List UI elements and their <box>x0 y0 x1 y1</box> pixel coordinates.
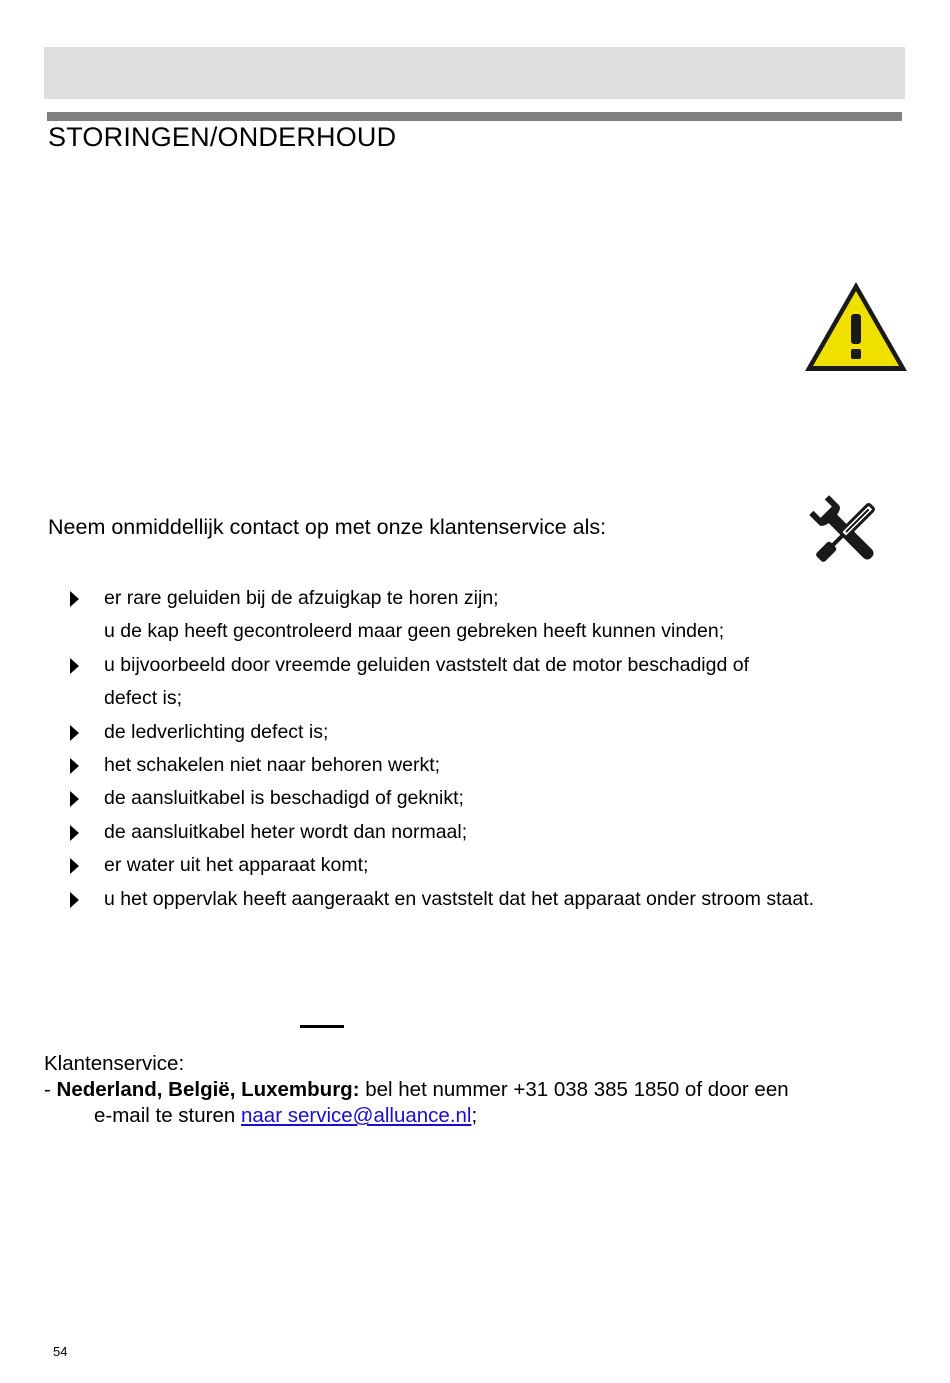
list-item-text <box>0 582 950 615</box>
wrench-screwdriver-icon <box>804 490 888 574</box>
triangle-right-bullet-icon <box>70 791 79 807</box>
triangle-right-bullet-icon <box>70 658 79 674</box>
section-title: STORINGEN/ONDERHOUD <box>48 122 397 152</box>
list-item <box>0 615 950 648</box>
list-item-line: er water uit het apparaat komt; <box>104 854 369 877</box>
service-contact-line <box>44 1078 789 1102</box>
list-item-text <box>0 849 950 882</box>
list-item-line: de ledverlichting defect is; <box>104 720 329 743</box>
list-item-line: u de kap heeft gecontroleerd maar geen gebreken heeft kunnen vinden; <box>104 620 725 643</box>
list-item-line: het schakelen niet naar behoren werkt; <box>104 754 441 777</box>
list-item-text <box>0 782 950 815</box>
triangle-right-bullet-icon <box>70 725 79 741</box>
email-suffix: ; <box>471 1104 478 1127</box>
list-dash: - <box>44 1078 57 1101</box>
triangle-right-bullet-icon <box>70 758 79 774</box>
list-item-line: u het oppervlak heeft aangeraakt en vaststelt dat het apparaat onder stroom staat. <box>104 887 815 910</box>
condition-list <box>0 582 950 916</box>
page-number: 54 <box>53 1344 68 1359</box>
header-rule <box>47 112 902 121</box>
triangle-right-bullet-icon <box>70 591 79 607</box>
list-item-line: de aansluitkabel is beschadigd of geknikt; <box>104 787 464 810</box>
contact-intro: Neem onmiddellijk contact op met onze klantenservice als: <box>48 515 607 539</box>
service-phone: bel het nummer +31 038 385 1850 of door een <box>359 1078 789 1101</box>
list-item <box>0 883 950 916</box>
list-item-line: de aansluitkabel heter wordt dan normaal; <box>104 820 468 843</box>
triangle-right-bullet-icon <box>70 892 79 908</box>
list-item <box>0 782 950 815</box>
warning-triangle-icon <box>803 279 909 374</box>
service-email-line <box>94 1104 477 1128</box>
list-item-line: defect is; <box>104 687 183 710</box>
list-item <box>0 849 950 882</box>
list-item-text <box>0 716 950 749</box>
list-item <box>0 749 950 782</box>
email-link[interactable]: naar service@alluance.nl <box>240 1104 472 1127</box>
triangle-right-bullet-icon <box>70 825 79 841</box>
list-item-line: er rare geluiden bij de afzuigkap te horen zijn; <box>104 587 499 609</box>
service-label: Klantenservice: <box>44 1052 185 1075</box>
list-item-text <box>0 649 950 716</box>
list-item-text <box>0 749 950 782</box>
triangle-right-bullet-icon <box>70 858 79 874</box>
service-countries: Nederland, België, Luxemburg: <box>56 1078 360 1101</box>
email-prefix: e-mail te sturen <box>94 1104 241 1127</box>
list-item <box>0 816 950 849</box>
divider <box>300 1025 344 1028</box>
list-item <box>0 649 950 716</box>
list-item <box>0 582 950 615</box>
list-item-text <box>0 816 950 849</box>
header-band <box>44 47 905 99</box>
list-item-line: u bijvoorbeeld door vreemde geluiden vaststelt dat de motor beschadigd of <box>104 653 749 676</box>
list-item-text <box>0 883 950 916</box>
list-item-text <box>0 615 950 648</box>
list-item <box>0 716 950 749</box>
